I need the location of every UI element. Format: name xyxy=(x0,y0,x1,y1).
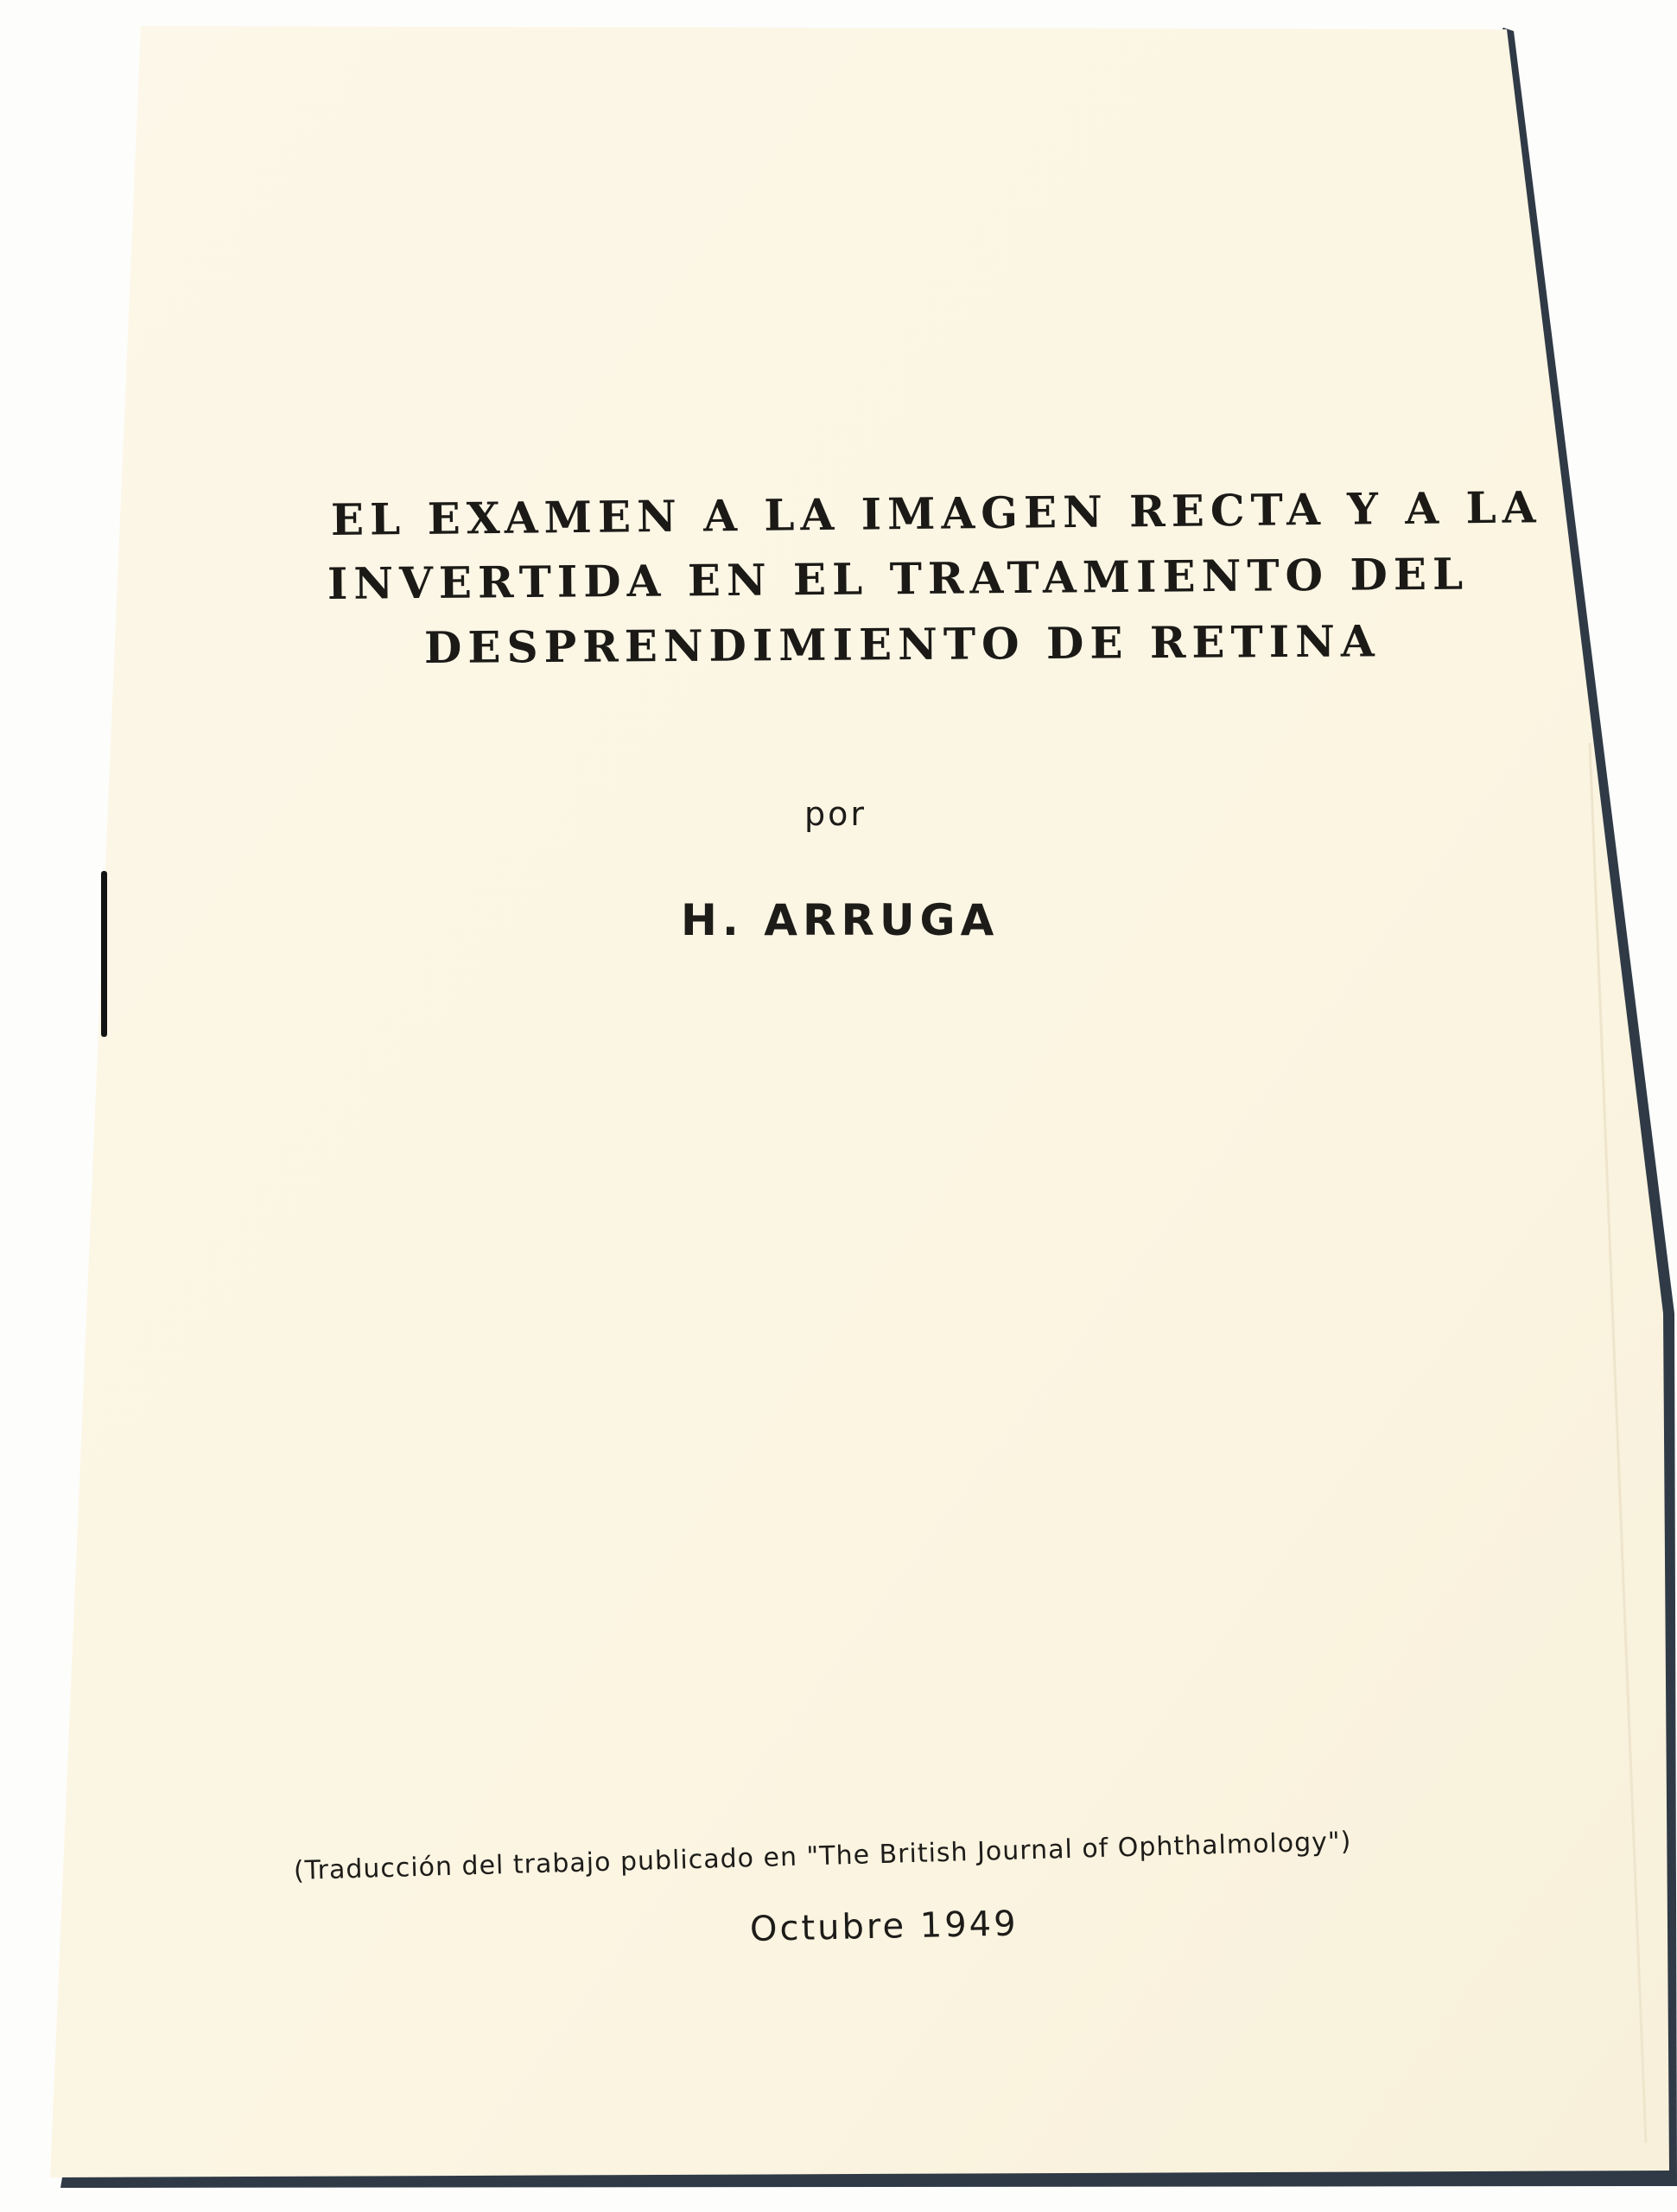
title-line-1: EL EXAMEN A LA IMAGEN RECTA Y A LA xyxy=(330,481,1542,545)
title-line-2: INVERTIDA EN EL TRATAMIENTO DEL xyxy=(327,548,1470,609)
author-name: H. ARRUGA xyxy=(681,895,1000,945)
byline-prefix: por xyxy=(804,795,867,833)
publication-date: Octubre 1949 xyxy=(749,1904,1020,1949)
translation-note: (Traducción del trabajo publicado en "The British Journal of Ophthalmology") xyxy=(293,1826,1352,1886)
title-line-3: DESPRENDIMIENTO DE RETINA xyxy=(423,615,1381,673)
